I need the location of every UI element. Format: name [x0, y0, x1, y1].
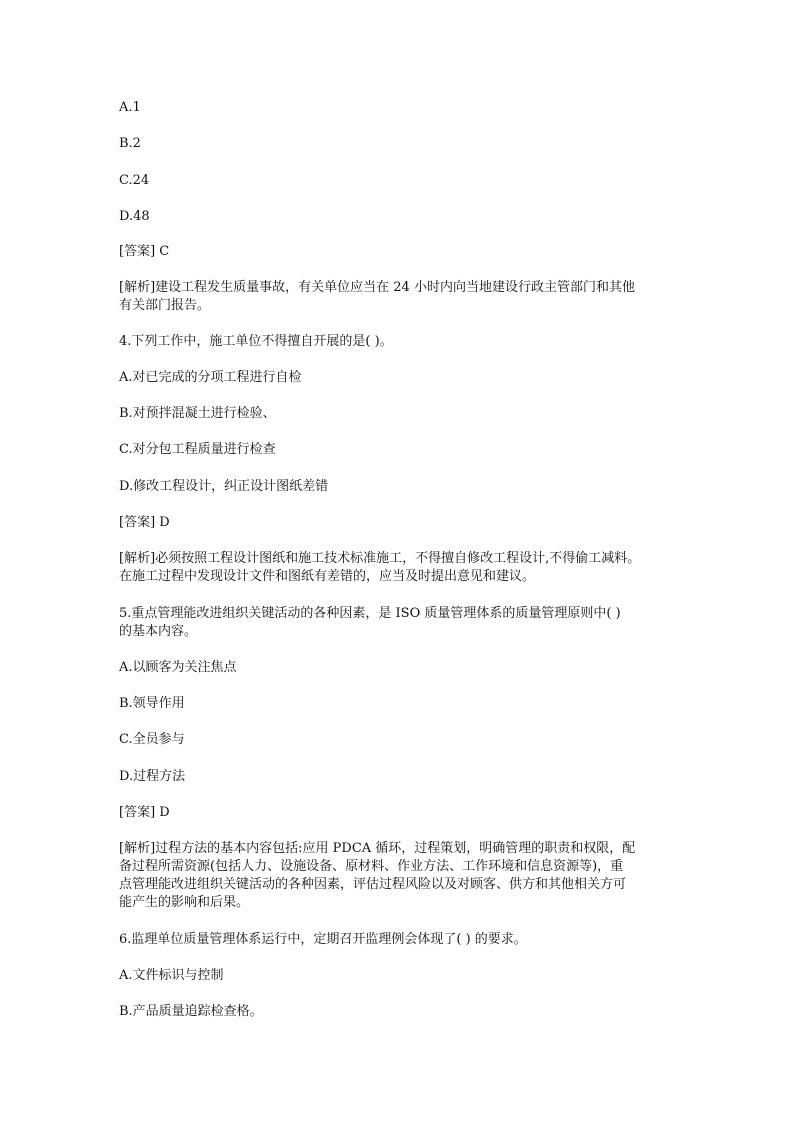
q6-option-b: B.产品质量追踪检查格。	[119, 1004, 263, 1019]
q4-option-a: A.对已完成的分项工程进行自检	[119, 370, 302, 385]
q3-option-a: A.1	[119, 100, 141, 115]
q5-option-d: D.过程方法	[119, 769, 186, 784]
q5-option-a: A.以顾客为关注焦点	[119, 660, 237, 675]
q4-option-c: C.对分包工程质量进行检查	[119, 442, 276, 457]
q3-option-c: C.24	[119, 173, 150, 188]
q6-stem: 6.监理单位质量管理体系运行中，定期召开监理例会体现了( ) 的要求。	[119, 932, 527, 947]
q4-stem: 4.下列工作中，施工单位不得擅自开展的是( )。	[119, 334, 393, 349]
q3-analysis-line-1: [解析]建设工程发生质量事故，有关单位应当在 24 小时内向当地建设行政主管部门和其他	[119, 280, 635, 295]
q3-answer: [答案] C	[119, 244, 170, 259]
q5-stem-line-1: 5.重点管理能改进组织关键活动的各种因素，是 ISO 质量管理体系的质量管理原则中( )	[119, 606, 621, 621]
q5-analysis-line-4: 能产生的影响和后果。	[119, 895, 250, 910]
q3-analysis-line-2: 有关部门报告。	[119, 298, 211, 313]
q5-analysis-line-1: [解析]过程方法的基本内容包括:应用 PDCA 循环，过程策划，明确管理的职责和权限，配	[119, 841, 636, 856]
q4-option-b: B.对预拌混凝土进行检验、	[119, 406, 276, 421]
q5-analysis-line-3: 点管理能改进组织关键活动的各种因素，评估过程风险以及对顾客、供方和其他相关方可	[119, 877, 627, 892]
q3-option-d: D.48	[119, 209, 150, 224]
q4-option-d: D.修改工程设计，纠正设计图纸差错	[119, 479, 329, 494]
q4-analysis-line-2: 在施工过程中发现设计文件和图纸有差错的，应当及时提出意见和建议。	[119, 569, 536, 584]
q3-option-b: B.2	[119, 136, 141, 151]
q5-option-b: B.领导作用	[119, 696, 185, 711]
q5-analysis-line-2: 备过程所需资源(包括人力、设施设备、原材料、作业方法、工作环境和信息资源等)，重	[119, 859, 624, 874]
q4-analysis-line-1: [解析]必须按照工程设计图纸和施工技术标准施工，不得擅自修改工程设计,不得偷工减料。	[119, 551, 641, 566]
q4-answer: [答案] D	[119, 515, 170, 530]
q5-stem-line-2: 的基本内容。	[119, 624, 198, 639]
q5-option-c: C.全员参与	[119, 732, 185, 747]
q6-option-a: A.文件标识与控制	[119, 968, 224, 983]
q5-answer: [答案] D	[119, 805, 170, 820]
